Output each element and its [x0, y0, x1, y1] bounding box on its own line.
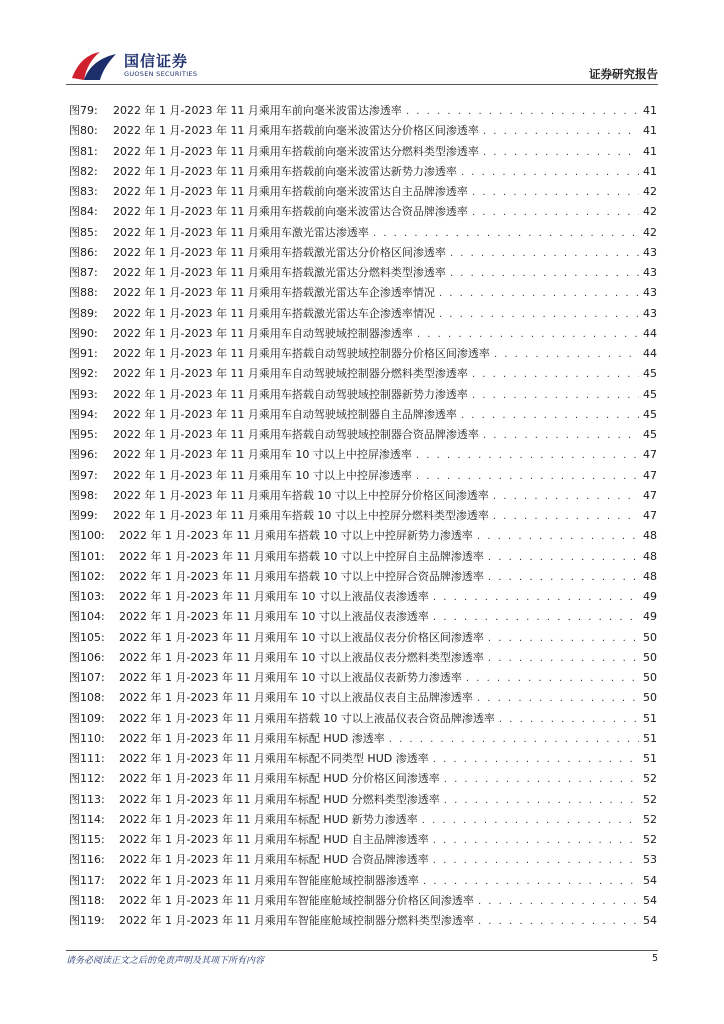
toc-page-number: 42: [643, 225, 657, 239]
toc-figure-number: 图88:: [69, 286, 98, 300]
toc-figure-title: 2022 年 1 月-2023 年 11 月乘用车搭载前向毫米波雷达合资品牌渗透率: [113, 205, 468, 219]
toc-page-number: 48: [643, 529, 657, 543]
toc-dot-leader: [433, 592, 639, 603]
toc-page-number: 52: [643, 833, 657, 846]
toc-figure-title: 2022 年 1 月-2023 年 11 月乘用车智能座舱域控制器分燃料类型渗透率: [119, 914, 474, 927]
company-logo: [66, 46, 206, 82]
toc-entry[interactable]: [69, 912, 657, 932]
toc-entry[interactable]: [69, 244, 657, 264]
toc-figure-number: 图81:: [69, 144, 98, 158]
toc-figure-title: 2022 年 1 月-2023 年 11 月乘用车搭载 10 寸以上中控屏分价格区间渗透率: [113, 488, 489, 502]
toc-entry[interactable]: [69, 365, 657, 385]
toc-figure-title: 2022 年 1 月-2023 年 11 月乘用车搭载前向毫米波雷达自主品牌渗透率: [113, 185, 468, 198]
toc-dot-leader: [417, 329, 639, 340]
toc-page-number: 48: [643, 569, 657, 583]
toc-entry[interactable]: [69, 831, 657, 851]
toc-figure-title: 2022 年 1 月-2023 年 11 月乘用车搭载激光雷达分价格区间渗透率: [113, 245, 446, 259]
toc-page-number: 52: [643, 812, 657, 826]
company-name-cn: 国信证券: [124, 52, 189, 70]
toc-page-number: 54: [643, 893, 657, 907]
toc-page-number: 42: [643, 185, 657, 198]
toc-page-number: 51: [643, 711, 657, 725]
toc-figure-title: 2022 年 1 月-2023 年 11 月乘用车前向毫米波雷达渗透率: [113, 104, 402, 117]
toc-page-number: 41: [643, 164, 657, 178]
toc-figure-number: 图80:: [69, 124, 98, 138]
toc-figure-number: 图94:: [69, 407, 98, 421]
toc-entry[interactable]: [69, 264, 657, 284]
toc-figure-number: 图82:: [69, 164, 98, 178]
toc-figure-title: 2022 年 1 月-2023 年 11 月乘用车搭载前向毫米波雷达新势力渗透率: [113, 164, 457, 178]
toc-figure-number: 图86:: [69, 245, 98, 259]
toc-figure-number: 图118:: [69, 893, 105, 907]
toc-entry[interactable]: [69, 325, 657, 345]
toc-figure-title: 2022 年 1 月-2023 年 11 月乘用车 10 寸以上液晶仪表分燃料类型渗透率: [119, 650, 484, 664]
toc-entry[interactable]: [69, 507, 657, 527]
toc-figure-title: 2022 年 1 月-2023 年 11 月乘用车搭载前向毫米波雷达分价格区间渗透率: [113, 124, 479, 138]
toc-entry[interactable]: [69, 568, 657, 588]
toc-entry[interactable]: [69, 689, 657, 709]
toc-page-number: 45: [643, 428, 657, 441]
toc-entry[interactable]: [69, 811, 657, 831]
toc-figure-number: 图111:: [69, 752, 105, 765]
toc-dot-leader: [416, 471, 639, 482]
toc-figure-title: 2022 年 1 月-2023 年 11 月乘用车标配 HUD 新势力渗透率: [119, 812, 418, 826]
toc-figure-number: 图112:: [69, 772, 105, 786]
toc-figure-number: 图98:: [69, 488, 98, 502]
toc-figure-title: 2022 年 1 月-2023 年 11 月乘用车标配 HUD 分燃料类型渗透率: [119, 792, 440, 806]
toc-figure-number: 图113:: [69, 792, 105, 806]
toc-page-number: 47: [643, 448, 657, 462]
toc-dot-leader: [478, 896, 639, 907]
toc-figure-title: 2022 年 1 月-2023 年 11 月乘用车 10 寸以上中控屏渗透率: [113, 448, 412, 462]
toc-figure-number: 图83:: [69, 185, 98, 198]
toc-figure-title: 2022 年 1 月-2023 年 11 月乘用车搭载自动驾驶域控制器分价格区间渗透率: [113, 347, 490, 360]
toc-page-number: 50: [643, 630, 657, 644]
toc-dot-leader: [488, 552, 639, 563]
toc-figure-title: 2022 年 1 月-2023 年 11 月乘用车搭载前向毫米波雷达分燃料类型渗透率: [113, 144, 479, 158]
footer-disclaimer: 请务必阅读正文之后的免责声明及其项下所有内容: [66, 956, 265, 966]
toc-page-number: 45: [643, 367, 657, 381]
toc-entry[interactable]: [69, 892, 657, 912]
toc-figure-number: 图93:: [69, 387, 98, 401]
toc-dot-leader: [444, 774, 639, 785]
toc-dot-leader: [433, 612, 639, 623]
toc-entry[interactable]: [69, 163, 657, 183]
toc-figure-number: 图91:: [69, 347, 98, 360]
toc-page-number: 44: [643, 347, 657, 360]
toc-page-number: 41: [643, 104, 657, 117]
toc-figure-number: 图101:: [69, 549, 105, 563]
toc-figure-number: 图116:: [69, 853, 105, 867]
toc-page-number: 54: [643, 873, 657, 887]
toc-dot-leader: [488, 572, 639, 583]
toc-figure-number: 图84:: [69, 205, 98, 219]
toc-entry[interactable]: [69, 467, 657, 487]
toc-page-number: 50: [643, 691, 657, 705]
toc-figure-number: 图114:: [69, 812, 105, 826]
toc-figure-title: 2022 年 1 月-2023 年 11 月乘用车标配 HUD 渗透率: [119, 731, 385, 745]
report-type-label: 证券研究报告: [589, 67, 658, 81]
toc-page-number: 43: [643, 286, 657, 300]
header-divider: [66, 84, 658, 85]
toc-figure-title: 2022 年 1 月-2023 年 11 月乘用车搭载自动驾驶域控制器合资品牌渗透率: [113, 428, 479, 441]
toc-dot-leader: [450, 268, 639, 279]
toc-figure-number: 图107:: [69, 671, 105, 684]
toc-dot-leader: [483, 126, 639, 137]
toc-figure-number: 图92:: [69, 367, 98, 381]
page-header: [0, 0, 724, 86]
footer-divider: [66, 950, 658, 951]
toc-figure-title: 2022 年 1 月-2023 年 11 月乘用车标配不同类型 HUD 渗透率: [119, 752, 429, 765]
toc-figure-title: 2022 年 1 月-2023 年 11 月乘用车 10 寸以上液晶仪表自主品牌渗透率: [119, 691, 473, 705]
toc-entry[interactable]: [69, 345, 657, 365]
toc-page-number: 45: [643, 407, 657, 421]
toc-figure-number: 图103:: [69, 590, 105, 603]
toc-dot-leader: [439, 288, 639, 299]
toc-entry[interactable]: [69, 649, 657, 669]
toc-dot-leader: [493, 491, 639, 502]
toc-figure-number: 图106:: [69, 650, 105, 664]
toc-figure-number: 图100:: [69, 529, 105, 543]
toc-dot-leader: [416, 450, 639, 461]
toc-dot-leader: [472, 369, 639, 380]
toc-page-number: 54: [643, 914, 657, 927]
toc-figure-title: 2022 年 1 月-2023 年 11 月乘用车搭载激光雷达车企渗透率情况: [113, 306, 435, 320]
toc-dot-leader: [444, 795, 639, 806]
toc-entry[interactable]: [69, 730, 657, 750]
toc-entry[interactable]: [69, 588, 657, 608]
company-name-en: GUOSEN SECURITIES: [124, 70, 198, 78]
toc-figure-title: 2022 年 1 月-2023 年 11 月乘用车搭载 10 寸以上中控屏合资品牌渗透率: [119, 569, 484, 583]
toc-figure-number: 图108:: [69, 691, 105, 705]
toc-figure-number: 图95:: [69, 428, 98, 441]
toc-dot-leader: [494, 349, 639, 360]
toc-entry[interactable]: [69, 851, 657, 871]
toc-figure-number: 图90:: [69, 326, 98, 340]
toc-figure-number: 图104:: [69, 610, 105, 624]
toc-figure-title: 2022 年 1 月-2023 年 11 月乘用车搭载自动驾驶域控制器新势力渗透率: [113, 387, 468, 401]
toc-figure-number: 图115:: [69, 833, 105, 846]
toc-page-number: 41: [643, 124, 657, 138]
toc-page-number: 47: [643, 468, 657, 482]
toc-figure-number: 图119:: [69, 914, 105, 927]
toc-entry[interactable]: [69, 203, 657, 223]
toc-dot-leader: [483, 430, 639, 441]
toc-page-number: 51: [643, 731, 657, 745]
toc-page-number: 45: [643, 387, 657, 401]
toc-page-number: 53: [643, 853, 657, 867]
toc-figure-number: 图117:: [69, 873, 105, 887]
toc-page-number: 47: [643, 488, 657, 502]
toc-dot-leader: [488, 633, 639, 644]
toc-entry[interactable]: [69, 487, 657, 507]
toc-figure-title: 2022 年 1 月-2023 年 11 月乘用车搭载激光雷达车企渗透率情况: [113, 286, 435, 300]
toc-dot-leader: [466, 673, 639, 684]
toc-dot-leader: [433, 754, 639, 765]
toc-figure-number: 图102:: [69, 569, 105, 583]
toc-entry[interactable]: [69, 750, 657, 770]
toc-figure-title: 2022 年 1 月-2023 年 11 月乘用车智能座舱域控制器渗透率: [119, 873, 419, 887]
toc-page-number: 50: [643, 671, 657, 684]
toc-page-number: 43: [643, 266, 657, 279]
toc-page-number: 43: [643, 306, 657, 320]
toc-page-number: 44: [643, 326, 657, 340]
toc-entry[interactable]: [69, 872, 657, 892]
toc-dot-leader: [406, 106, 639, 117]
toc-entry[interactable]: [69, 710, 657, 730]
toc-dot-leader: [483, 147, 639, 158]
toc-figure-title: 2022 年 1 月-2023 年 11 月乘用车 10 寸以上液晶仪表分价格区间渗透率: [119, 630, 484, 644]
toc-entry[interactable]: [69, 669, 657, 689]
toc-figure-title: 2022 年 1 月-2023 年 11 月乘用车 10 寸以上液晶仪表渗透率: [119, 590, 429, 603]
toc-page-number: 41: [643, 144, 657, 158]
toc-figure-number: 图96:: [69, 448, 98, 462]
toc-dot-leader: [493, 511, 639, 522]
toc-figure-number: 图89:: [69, 306, 98, 320]
toc-figure-title: 2022 年 1 月-2023 年 11 月乘用车自动驾驶域控制器自主品牌渗透率: [113, 407, 457, 421]
toc-page-number: 47: [643, 509, 657, 522]
toc-figure-number: 图110:: [69, 731, 105, 745]
toc-figure-title: 2022 年 1 月-2023 年 11 月乘用车标配 HUD 合资品牌渗透率: [119, 853, 429, 867]
toc-figure-title: 2022 年 1 月-2023 年 11 月乘用车激光雷达渗透率: [113, 225, 369, 239]
toc-page-number: 52: [643, 772, 657, 786]
toc-dot-leader: [477, 693, 639, 704]
toc-entry[interactable]: [69, 143, 657, 163]
toc-page-number: 49: [643, 590, 657, 603]
toc-figure-number: 图109:: [69, 711, 105, 725]
toc-entry[interactable]: [69, 102, 657, 122]
toc-figure-title: 2022 年 1 月-2023 年 11 月乘用车标配 HUD 分价格区间渗透率: [119, 772, 440, 786]
toc-dot-leader: [433, 855, 639, 866]
toc-dot-leader: [422, 815, 639, 826]
toc-figure-title: 2022 年 1 月-2023 年 11 月乘用车标配 HUD 自主品牌渗透率: [119, 833, 429, 846]
toc-entry[interactable]: [69, 426, 657, 446]
toc-figure-number: 图85:: [69, 225, 98, 239]
toc-dot-leader: [472, 187, 639, 198]
toc-figure-title: 2022 年 1 月-2023 年 11 月乘用车搭载 10 寸以上中控屏分燃料类型渗透率: [113, 509, 489, 522]
toc-page-number: 49: [643, 610, 657, 624]
toc-page-number: 43: [643, 245, 657, 259]
toc-figure-number: 图79:: [69, 104, 98, 117]
toc-page-number: 51: [643, 752, 657, 765]
toc-page-number: 52: [643, 792, 657, 806]
toc-figure-title: 2022 年 1 月-2023 年 11 月乘用车自动驾驶域控制器分燃料类型渗透率: [113, 367, 468, 381]
toc-figure-title: 2022 年 1 月-2023 年 11 月乘用车搭载 10 寸以上中控屏自主品牌渗透率: [119, 549, 484, 563]
toc-dot-leader: [478, 916, 639, 927]
toc-dot-leader: [389, 734, 639, 745]
toc-figure-number: 图97:: [69, 468, 98, 482]
toc-entry[interactable]: [69, 608, 657, 628]
toc-dot-leader: [472, 207, 639, 218]
toc-dot-leader: [461, 167, 639, 178]
toc-page-number: 42: [643, 205, 657, 219]
toc-entry[interactable]: [69, 548, 657, 568]
toc-entry[interactable]: [69, 527, 657, 547]
toc-figure-title: 2022 年 1 月-2023 年 11 月乘用车 10 寸以上液晶仪表新势力渗透率: [119, 671, 462, 684]
toc-dot-leader: [433, 835, 639, 846]
toc-figure-number: 图99:: [69, 509, 98, 522]
toc-figure-title: 2022 年 1 月-2023 年 11 月乘用车自动驾驶域控制器渗透率: [113, 326, 413, 340]
toc-dot-leader: [439, 309, 639, 320]
toc-figure-title: 2022 年 1 月-2023 年 11 月乘用车搭载激光雷达分燃料类型渗透率: [113, 266, 446, 279]
toc-page-number: 48: [643, 549, 657, 563]
toc-dot-leader: [477, 531, 639, 542]
guosen-logo-icon: [70, 48, 118, 82]
toc-figure-title: 2022 年 1 月-2023 年 11 月乘用车 10 寸以上中控屏渗透率: [113, 468, 412, 482]
toc-dot-leader: [373, 228, 639, 239]
toc-entry[interactable]: [69, 284, 657, 304]
toc-dot-leader: [423, 876, 639, 887]
toc-entry[interactable]: [69, 629, 657, 649]
toc-entry[interactable]: [69, 224, 657, 244]
toc-figure-title: 2022 年 1 月-2023 年 11 月乘用车搭载 10 寸以上中控屏新势力渗透率: [119, 529, 473, 543]
toc-figure-title: 2022 年 1 月-2023 年 11 月乘用车智能座舱域控制器分价格区间渗透率: [119, 893, 474, 907]
toc-entry[interactable]: [69, 305, 657, 325]
toc-page-number: 50: [643, 650, 657, 664]
toc-dot-leader: [488, 653, 639, 664]
toc-entry[interactable]: [69, 770, 657, 790]
toc-figure-number: 图87:: [69, 266, 98, 279]
toc-entry[interactable]: [69, 446, 657, 466]
toc-entry[interactable]: [69, 122, 657, 142]
toc-figure-title: 2022 年 1 月-2023 年 11 月乘用车 10 寸以上液晶仪表渗透率: [119, 610, 429, 624]
toc-entry[interactable]: [69, 406, 657, 426]
toc-entry[interactable]: [69, 386, 657, 406]
toc-figure-number: 图105:: [69, 630, 105, 644]
toc-dot-leader: [472, 390, 639, 401]
toc-dot-leader: [499, 714, 639, 725]
toc-entry[interactable]: [69, 183, 657, 203]
table-of-figures: [69, 102, 657, 932]
page-number: 5: [651, 953, 658, 964]
toc-figure-title: 2022 年 1 月-2023 年 11 月乘用车搭载 10 寸以上液晶仪表合资品牌渗透率: [119, 711, 495, 725]
toc-entry[interactable]: [69, 791, 657, 811]
toc-dot-leader: [450, 248, 639, 259]
toc-dot-leader: [461, 410, 639, 421]
